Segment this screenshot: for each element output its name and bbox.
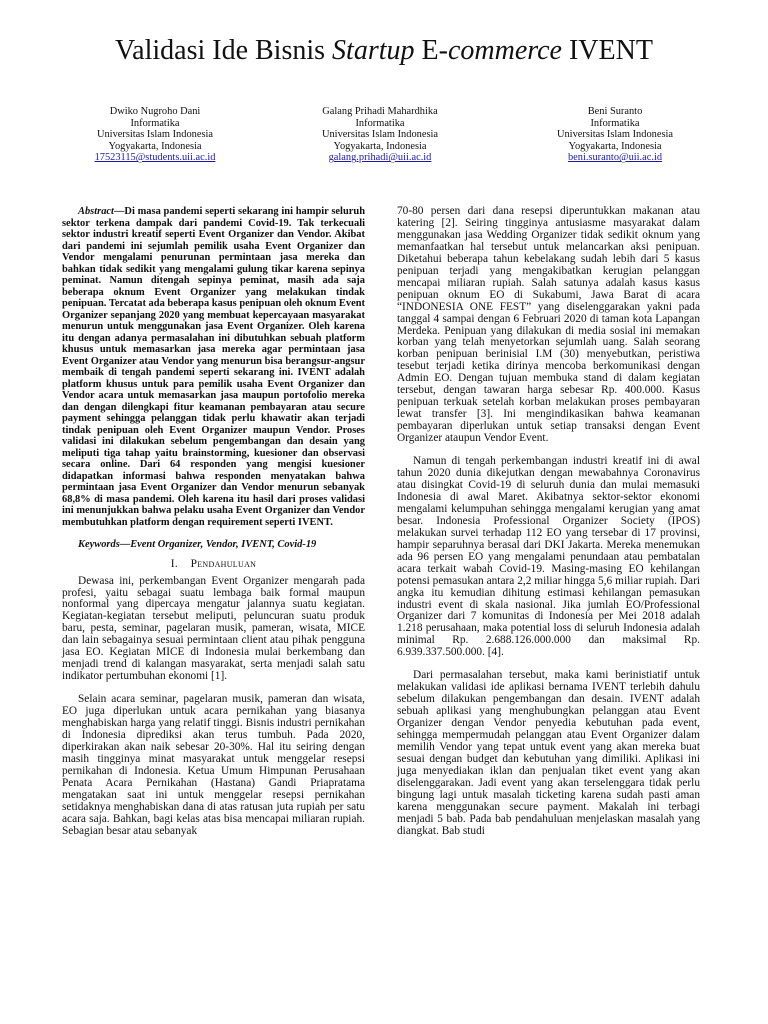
section-number: I. bbox=[170, 557, 178, 570]
author-3 bbox=[500, 106, 730, 164]
paragraph: Dari permasalahan tersebut, maka kami berinistiatif untuk melakukan validasi ide aplikasi bernama IVENT terlebih dahulu sebelum dilakukan pengembangan dan desain. IVENT adalah sebuah aplikasi yang menghubungkan pelanggan atau Event Organizer dengan Vendor penyedia kebutuhan pada event, sehingga mempermudah pelanggan atau Event Organizer dalam memilih Vendor yang tepat untuk event yang akan mereka buat sesuai dengan budget dan kebutuhan yang dimiliki. Aplikasi ini juga menyediakan iklan dan penjualan tiket event yang akan diselenggarakan. Jadi event yang akan terselenggara tidak perlu bingung lagi untuk masalah ticketing karena sudah pasti aman karena menggunakan secure payment. Makalah ini terbagi menjadi 5 bab. Pada bab pendahuluan menjelaskan masalah yang diangkat. Bab studi bbox=[397, 669, 700, 837]
section-title: Pendahuluan bbox=[190, 557, 257, 570]
author-email-link[interactable]: 17523115@students.uii.ac.id bbox=[94, 152, 216, 164]
author-city: Yogyakarta, Indonesia bbox=[333, 140, 427, 152]
title-part: commerce bbox=[447, 35, 562, 66]
abstract bbox=[62, 206, 365, 528]
author-dept: Informatika bbox=[355, 117, 405, 129]
abstract-label: Abstract bbox=[78, 206, 114, 217]
section-heading bbox=[62, 559, 365, 571]
author-city: Yogyakarta, Indonesia bbox=[108, 140, 202, 152]
paragraph: Namun di tengah perkembangan industri kreatif ini di awal tahun 2020 dunia dikejutkan dengan mewabahnya Coronavirus atau disingkat Covid-19 di seluruh dunia dan mulai memasuki Indonesia di awal Maret. Akibatnya sektor-sektor ekonomi mengalami kelumpuhan sehingga mengalami kerugian yang amat besar. Indonesia Professional Organizer Society (IPOS) melakukan survei terhadap 112 EO yang tersebar di 17 provinsi, hampir separuhnya berasal dari DKI Jakarta. Mereka menemukan ada 96 persen EO yang mengalami penundaan atau pembatalan acara terkait wabah Covid-19. Masing-masing EO kehilangan potensi pemasukan antara 2,2 miliar hingga 5,6 miliar rupiah. Dari angka itu kemudian dihitung estimasi kehilangan pemasukan industri event di skala nasional. Jika jumlah EO/Professional Organizer dari 7 komunitas di Indonesia per Mei 2018 adalah 1.218 perusahaan, maka potential loss di seluruh Indonesia adalah minimal Rp. 2.688.126.000.000 dan maksimal Rp. 6.939.337.500.000. [4]. bbox=[397, 455, 700, 659]
paragraph: 70-80 persen dari dana resepsi diperuntukkan makanan atau katering [2]. Seiring tingginya antusiasme masyarakat dalam menggunakan jasa Wedding Organizer tidak sedikit oknum yang memanfaatkan hal tersebut untuk melancarkan aksi penipuan. Diketahui beberapa tahun kebelakang sudah lebih dari 5 kasus penipuan terjadi yang mengakibatkan kerugian pelanggan mencapai miliaran rupiah. Salah satunya adalah kasus kasus penipuan oknum EO di Sukabumi, Jawa Barat di acara “INDONESIA ONE FEST” yang diselenggarakan yakni pada tanggal 4 sampai dengan 6 Februari 2020 di taman kota Lapangan Merdeka. Penipuan yang dilakukan di media sosial ini memakan korban yang telah menyetorkan sejumlah uang. Salah seorang korban penipuan berinisial I.M (30) menyebutkan, peristiwa tesebut terjadi ketika dirinya mencoba berkomunikasi dengan Admin EO. Dengan tujuan membuka stand di dalam kegiatan tersebut, dengan tawaran harga sebesar Rp. 400.000. Kasus penipuan terkuak setelah korban melakukan proses pembayaran lewat transfer [3]. Ini mengindikasikan bahwa keamanan pembayaran diperlukan untuk setiap transaksi dengan Event Organizer ataupun Vendor Event. bbox=[397, 205, 700, 445]
author-name: Galang Prihadi Mahardhika bbox=[322, 106, 438, 117]
author-1 bbox=[40, 106, 270, 164]
keywords: Keywords—Event Organizer, Vendor, IVENT, Covid-19 bbox=[78, 539, 317, 550]
author-dept: Informatika bbox=[130, 117, 180, 129]
author-univ: Universitas Islam Indonesia bbox=[96, 129, 213, 141]
author-2 bbox=[265, 106, 495, 164]
title-part: Startup bbox=[332, 35, 415, 66]
paragraph: Dewasa ini, perkembangan Event Organizer mengarah pada profesi, yaitu sebagai suatu lembaga baik formal maupun nonformal yang dipercaya mengatur jalannya suatu kegiatan. Kegiatan-kegiatan tersebut meliputi, peluncuran suatu produk baru, pesta, seminar, pagelaran musik, pameran, wisata, MICE dan lain sebagainya sesuai permintaan client atau pihak pengguna jasa EO. Kegiatan MICE di Indonesia mulai berkembang dan menjadi trend di kalangan masyarakat, serta menjadi salah satu indikator pertumbuhan ekonomi [1]. bbox=[62, 574, 365, 683]
author-city: Yogyakarta, Indonesia bbox=[568, 140, 662, 152]
author-univ: Universitas Islam Indonesia bbox=[321, 129, 438, 141]
author-email-link[interactable]: galang.prihadi@uii.ac.id bbox=[328, 152, 432, 164]
author-name: Dwiko Nugroho Dani bbox=[109, 106, 201, 117]
author-name: Beni Suranto bbox=[587, 106, 643, 117]
author-email-link[interactable]: beni.suranto@uii.ac.id bbox=[567, 152, 663, 164]
left-column bbox=[62, 206, 365, 838]
paper-title bbox=[0, 34, 768, 68]
paragraph: Selain acara seminar, pagelaran musik, pameran dan wisata, EO juga diperlukan untuk acara pernikahan yang biasanya menghabiskan harga yang relatif tinggi. Bisnis industri pernikahan di Indonesia diprediksi akan terus tumbuh. Pada 2020, diperkirakan akan naik sebesar 20-30%. Hal itu seiring dengan masih tingginya minat masyarakat untuk menggelar resepsi pernikahan di Indonesia. Ketua Umum Himpunan Perusahaan Penata Acara Pernikahan (Hastana) Gandi Priapratama mengatakan saat ini untuk menggelar resepsi pernikahan setidaknya menghabiskan dana di atas ratusan juta rupiah per satu acara saja. Bahkan, bagi kelas atas bisa mencapai miliaran rupiah. Sebagian besar atau sebanyak bbox=[62, 693, 365, 837]
author-dept: Informatika bbox=[590, 117, 640, 129]
title-part: E- bbox=[414, 35, 448, 66]
title-part: IVENT bbox=[561, 35, 653, 66]
right-column bbox=[397, 206, 700, 838]
abstract-text: —Di masa pandemi seperti sekarang ini hampir seluruh sektor terkena dampak dari pandemi Covid-19. Tak terkecuali sektor industri kreatif seperti Event Organizer dan Vendor. Akibat dari pandemi ini sejumlah pemilik usaha Event Organizer dan Vendor mengalami penurunan permintaan jasa mereka dan bahkan tidak sedikit yang mengalami gulung tikar karena sepinya peminat. Namun ditengah sepinya peminat, masih ada saja beberapa oknum Event Organizer yang melakukan tindak penipuan. Tercatat ada beberapa kasus penipuan oleh oknum Event Organizer sepanjang 2020 yang membuat kepercayaan masyarakat menurun untuk menggunakan jasa Event Organizer. Oleh karena itu dengan adanya permasalahan ini dibutuhkan sebuah platform khusus untuk memasarkan jasa mereka agar permintaan jasa Event Organizer atau Vendor yang menurun bisa berangsur-angsur membaik di tengah pandemi seperti sekarang ini. IVENT adalah platform khusus untuk para pemilik usaha Event Organizer dan Vendor acara untuk memasarkan jasa maupun portofolio mereka dan dengan dilengkapi fitur keamanan pembayaran atau secure payment sehingga pelanggan tidak perlu khawatir akan terjadi tindak penipuan oleh Event Organizer maupun Vendor. Proses validasi ini dilakukan sebelum pengembangan dan desain yang meliputi tiga tahap yaitu brainstorming, kuesioner dan observasi secara online. Dari 64 responden yang mengisi kuesioner didapatkan informasi bahwa responden menyatakan bahwa permintaan jasa Event Organizer dan Vendor menurun sebanyak 68,8% di masa pandemi. Oleh karena itu hasil dari proses validasi ini menunjukkan bahwa pelaku usaha Event Organizer dan Vendor membutuhkan platform dengan requirement seperti IVENT. bbox=[62, 206, 365, 528]
author-univ: Universitas Islam Indonesia bbox=[556, 129, 673, 141]
title-part: Validasi Ide Bisnis bbox=[115, 35, 333, 66]
